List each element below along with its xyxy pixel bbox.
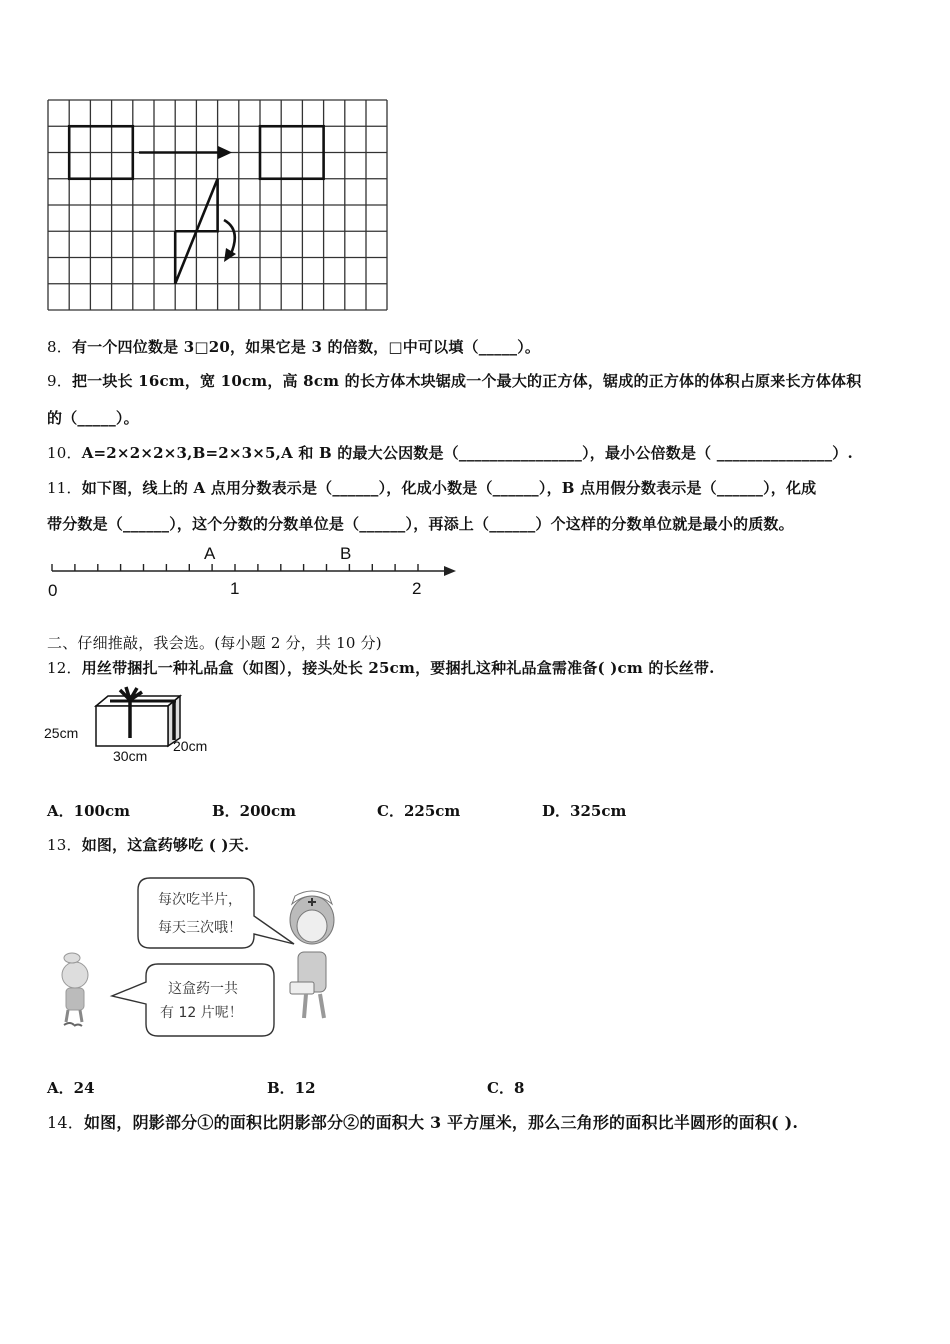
question-text: 如图，这盒药够吃 ( )天. — [81, 836, 250, 854]
q13-option-a[interactable]: A．24 — [47, 1079, 95, 1097]
bubble1-line1: 每次吃半片， — [158, 892, 242, 908]
question-text: 把一块长 16cm，宽 10cm，高 8cm 的长方体木块锯成一个最大的正方体，锯成的正方体的体积占原来长方体体积 — [71, 372, 862, 390]
question-text: 如图，阴影部分①的面积比阴影部分②的面积大 3 平方厘米，那么三角形的面积比半圆形的面积( ). — [83, 1113, 799, 1132]
bubble1-line2: 每天三次哦！ — [158, 920, 242, 936]
q12-option-a[interactable]: A．100cm — [47, 802, 130, 820]
question-13 — [47, 834, 249, 855]
number-line-label-1: 1 — [230, 579, 240, 598]
nurse-illustration — [290, 891, 334, 1018]
gift-box-width-label: 20cm — [173, 738, 208, 754]
number-line-figure — [44, 540, 464, 606]
question-text: 用丝带捆扎一种礼品盒（如图），接头处长 25cm，要捆扎这种礼品盒需准备( )cm 的长丝带. — [81, 659, 715, 677]
question-number: 14． — [47, 1113, 84, 1132]
question-text: 有一个四位数是 3□20，如果它是 3 的倍数，□中可以填（_____）。 — [71, 338, 541, 356]
question-14 — [47, 1110, 798, 1133]
q13-option-c[interactable]: C．8 — [487, 1079, 525, 1097]
question-number: 12． — [47, 659, 82, 677]
translation-rotation-grid-figure — [46, 98, 390, 313]
number-line-label-0: 0 — [48, 581, 58, 600]
bubble2-line1: 这盒药一共 — [168, 981, 238, 997]
question-number: 11． — [47, 479, 82, 497]
question-12 — [47, 657, 715, 678]
question-8 — [47, 336, 540, 357]
question-text: A=2×2×2×3,B=2×3×5,A 和 B 的最大公因数是（________________），最小公倍数是（ _______________）. — [81, 444, 853, 462]
bubble2-line2: 有 12 片呢！ — [160, 1005, 243, 1021]
point-a-label: A — [204, 544, 216, 563]
gift-box-length-label: 30cm — [113, 748, 148, 764]
point-b-label: B — [340, 544, 352, 563]
question-text: 如下图，线上的 A 点用分数表示是（______），化成小数是（______），B 点用假分数表示是（______），化成 — [81, 479, 817, 497]
gift-box-height-label: 25cm — [44, 725, 79, 741]
question-11-line2: 带分数是（______），这个分数的分数单位是（______），再添上（______）个这样的分数单位就是最小的质数。 — [47, 515, 794, 533]
girl-illustration — [62, 953, 88, 1026]
q12-option-b[interactable]: B．200cm — [212, 802, 296, 820]
number-line-label-2: 2 — [412, 579, 422, 598]
q12-option-c[interactable]: C．225cm — [377, 802, 461, 820]
question-11-line1 — [47, 477, 816, 498]
question-number: 13． — [47, 836, 82, 854]
section-2-title: 二、仔细推敲，我会选。(每小题 2 分，共 10 分) — [47, 634, 382, 652]
question-number: 8． — [47, 338, 72, 356]
question-9-line1 — [47, 370, 861, 391]
question-9-line2: 的（_____）。 — [47, 409, 139, 427]
q12-option-d[interactable]: D．325cm — [542, 802, 627, 820]
q13-option-b[interactable]: B．12 — [267, 1079, 316, 1097]
question-number: 9． — [47, 372, 72, 390]
question-10 — [47, 442, 853, 463]
question-number: 10． — [47, 444, 82, 462]
